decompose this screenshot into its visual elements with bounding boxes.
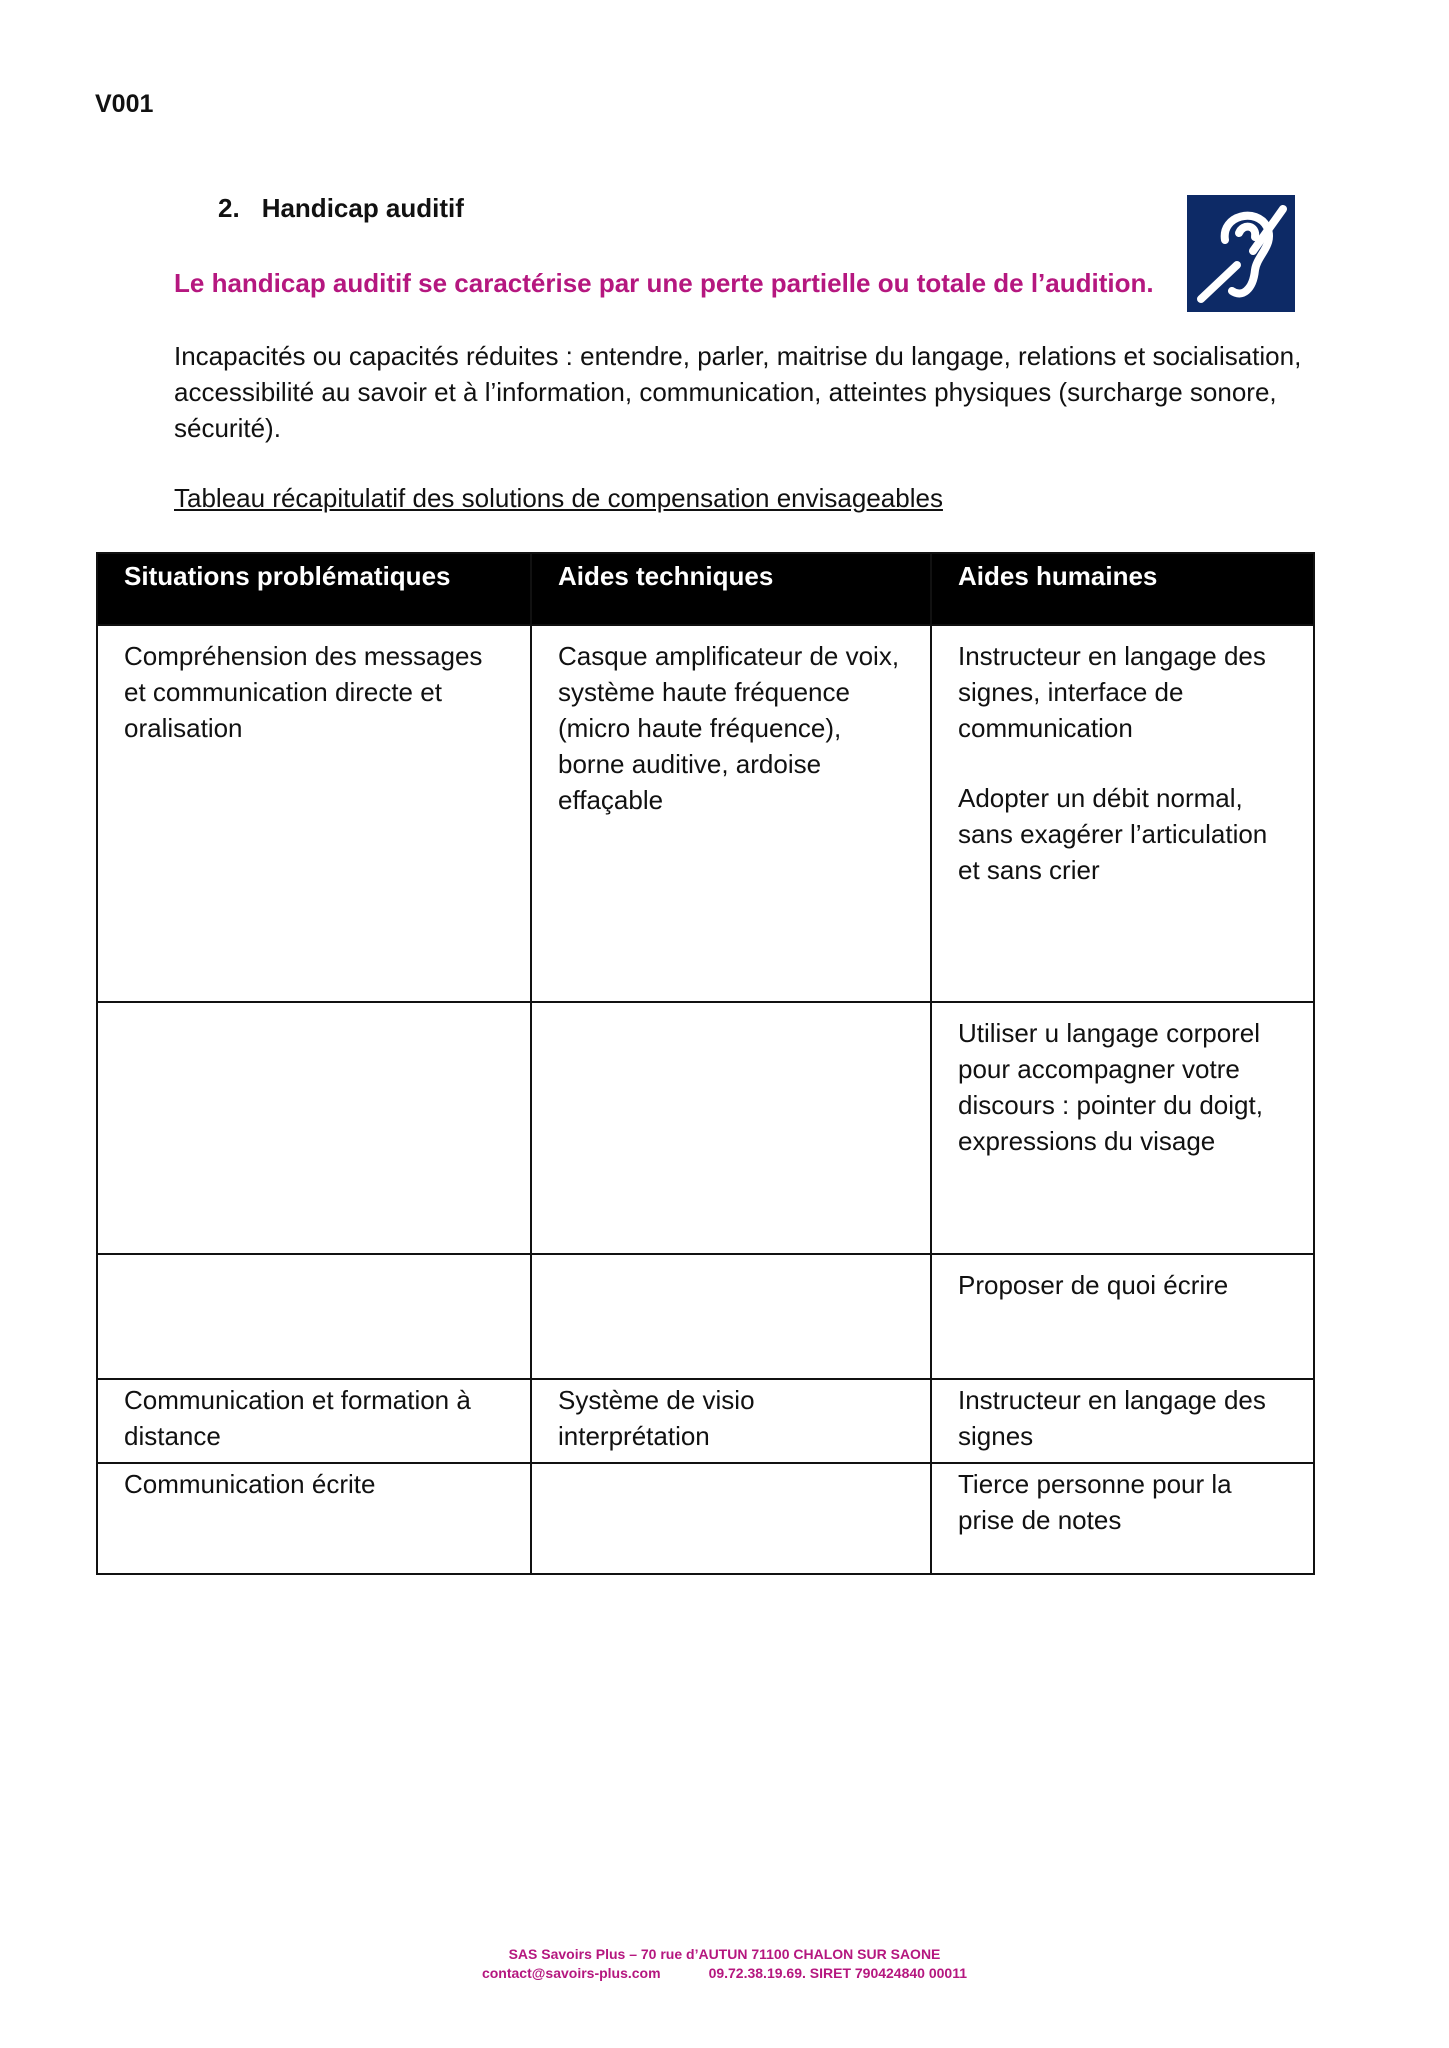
cell-humaine: Proposer de quoi écrire: [931, 1254, 1314, 1379]
cell-text: Instructeur en langage des signes, interface de communication: [958, 641, 1266, 743]
footer-phone-siret: 09.72.38.19.69. SIRET 790424840 00011: [708, 1965, 968, 1981]
table-row: [97, 1463, 1314, 1574]
cell-humaine: Tierce personne pour la prise de notes: [931, 1463, 1314, 1574]
table-row: [97, 1254, 1314, 1379]
footer-email[interactable]: contact@savoirs-plus.com: [481, 1965, 661, 1981]
cell-situation: Communication et formation à distance: [97, 1379, 531, 1463]
table-row: [97, 625, 1314, 1002]
cell-situation: [97, 1254, 531, 1379]
table-row: [97, 1379, 1314, 1463]
table-row: [97, 1002, 1314, 1254]
table-title: Tableau récapitulatif des solutions de compensation envisageables: [174, 483, 943, 513]
cell-technique: Système de visio interprétation: [531, 1379, 931, 1463]
cell-text: Adopter un débit normal, sans exagérer l’articulation et sans crier: [958, 783, 1268, 885]
section-number: 2.: [218, 193, 240, 223]
incapacities-paragraph: Incapacités ou capacités réduites : entendre, parler, maitrise du langage, relations et socialisation, accessibilité au savoir et à l’information, communication, atteintes physiques (surcharge sonore, sécurité).: [174, 341, 1302, 443]
cell-situation: Communication écrite: [97, 1463, 531, 1574]
lead-statement: Le handicap auditif se caractérise par une perte partielle ou totale de l’audition.: [174, 268, 1154, 298]
cell-humaine: Utiliser u langage corporel pour accompagner votre discours : pointer du doigt, expressions du visage: [931, 1002, 1314, 1254]
cell-situation: [97, 1002, 531, 1254]
footer: [0, 1945, 1449, 1983]
header-aides-humaines: Aides humaines: [931, 553, 1314, 625]
cell-technique: Casque amplificateur de voix, système haute fréquence (micro haute fréquence), borne auditive, ardoise effaçable: [531, 625, 931, 1002]
cell-humaine: Instructeur en langage des signes: [931, 1379, 1314, 1463]
table-header-row: [97, 553, 1314, 625]
section-heading: [218, 193, 464, 224]
footer-address: SAS Savoirs Plus – 70 rue d’AUTUN 71100 CHALON SUR SAONE: [508, 1946, 941, 1962]
cell-situation: Compréhension des messages et communication directe et oralisation: [97, 625, 531, 1002]
cell-technique: [531, 1254, 931, 1379]
hearing-impaired-icon: [1187, 195, 1295, 312]
cell-humaine: [931, 625, 1314, 1002]
version-label: V001: [95, 90, 154, 118]
compensation-table: [96, 552, 1315, 1575]
header-situations: Situations problématiques: [97, 553, 531, 625]
header-aides-techniques: Aides techniques: [531, 553, 931, 625]
cell-technique: [531, 1002, 931, 1254]
section-title: Handicap auditif: [261, 193, 464, 223]
cell-technique: [531, 1463, 931, 1574]
